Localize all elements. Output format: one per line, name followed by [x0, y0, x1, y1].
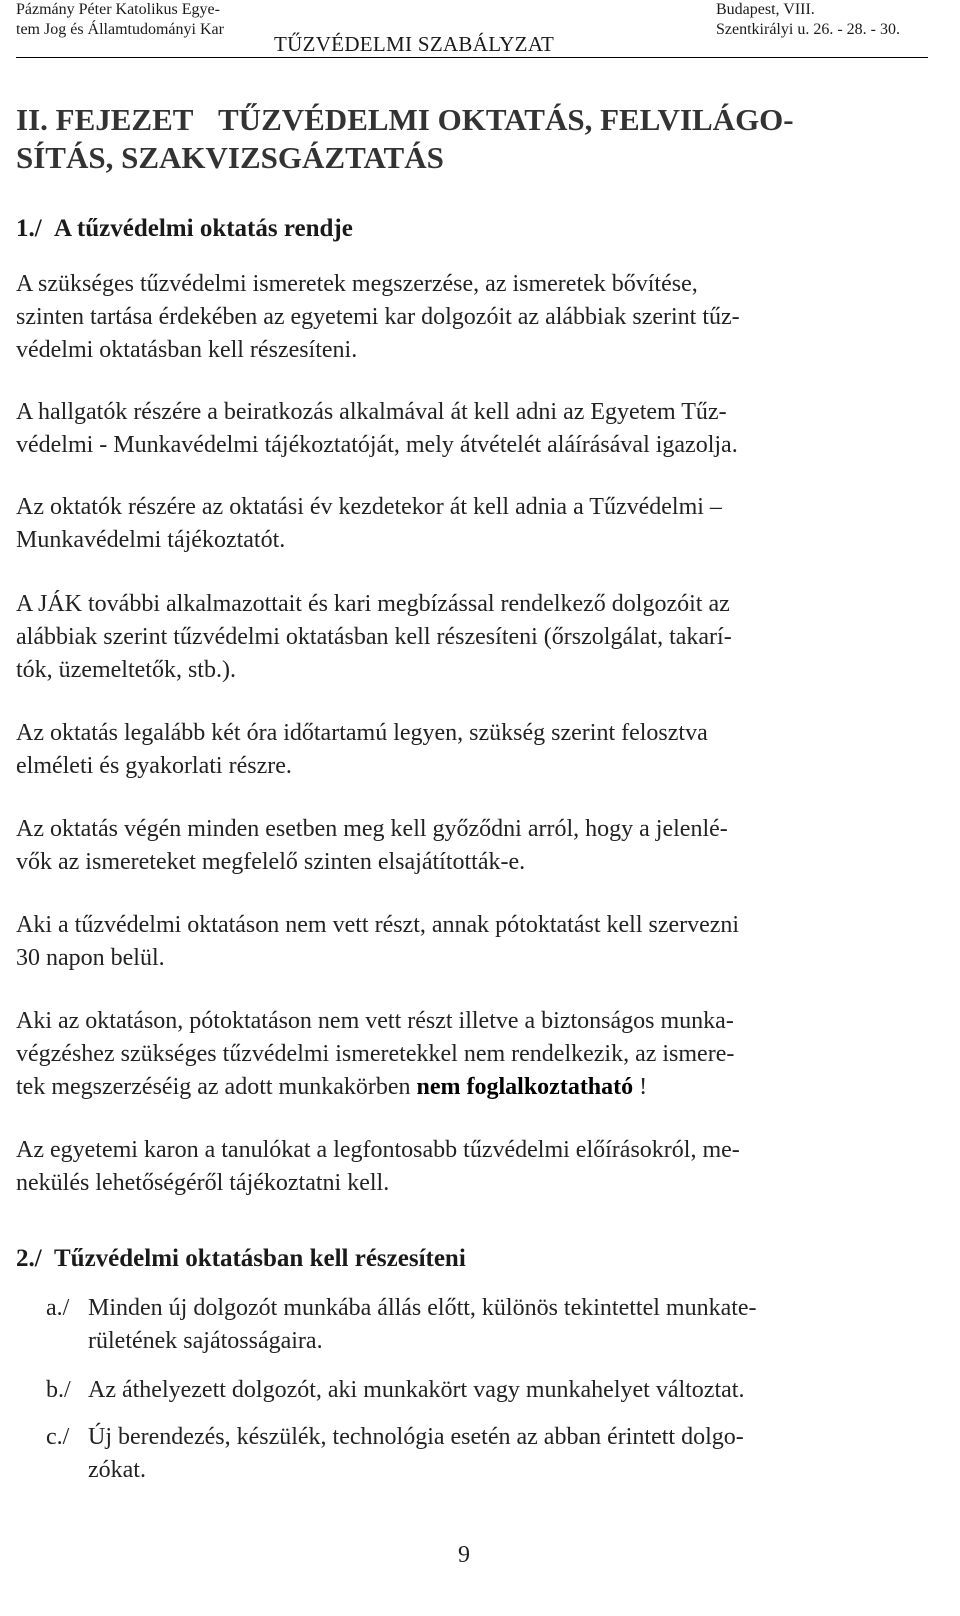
list-item-a: [46, 1292, 916, 1358]
paragraph-1: [16, 268, 928, 367]
paragraph-6: [16, 813, 928, 879]
chapter-title-line2: SÍTÁS, SZAKVIZSGÁZTATÁS: [16, 140, 444, 175]
paragraph-4: [16, 588, 928, 687]
section-2-title: Tűzvédelmi oktatásban kell részesíteni: [54, 1245, 466, 1272]
list-item-text: [88, 1374, 744, 1407]
header-address-line1: Budapest, VIII.: [716, 1, 815, 18]
header-address-line2: Szentkirályi u. 26. - 28. - 30.: [716, 21, 900, 38]
paragraph-line: 30 napon belül.: [16, 945, 165, 971]
section-1-number: 1./: [16, 215, 42, 242]
list-item-label: a./: [46, 1295, 70, 1321]
list-item-line: zókat.: [88, 1457, 146, 1483]
list-item-line: rületének sajátosságaira.: [88, 1328, 323, 1354]
chapter-number: II. FEJEZET: [16, 102, 194, 137]
paragraph-3: [16, 491, 928, 557]
section-1-heading: [16, 214, 353, 244]
paragraph-line: Az oktatók részére az oktatási év kezdetekor át kell adnia a Tűzvédelmi –: [16, 494, 722, 520]
section-2-number: 2./: [16, 1245, 42, 1272]
paragraph-line: Az oktatás végén minden esetben meg kell győződni arról, hogy a jelenlé-: [16, 816, 728, 842]
paragraph-8: [16, 1005, 928, 1104]
header-institution-line2: tem Jog és Államtudományi Kar: [16, 21, 224, 38]
paragraph-line: védelmi oktatásban kell részesíteni.: [16, 337, 358, 363]
header-institution-line1: Pázmány Péter Katolikus Egye-: [16, 1, 220, 18]
paragraph-line: alábbiak szerint tűzvédelmi oktatásban kell részesíteni (őrszolgálat, takarí-: [16, 624, 732, 650]
paragraph-line: Aki az oktatáson, pótoktatáson nem vett részt illetve a biztonságos munka-: [16, 1008, 734, 1034]
paragraph-line: [16, 1071, 928, 1104]
paragraph-line: Az oktatás legalább két óra időtartamú legyen, szükség szerint felosztva: [16, 720, 708, 746]
section-1-title: A tűzvédelmi oktatás rendje: [54, 215, 353, 242]
paragraph-line: A szükséges tűzvédelmi ismeretek megszerzése, az ismeretek bővítése,: [16, 271, 698, 297]
paragraph-line: A hallgatók részére a beiratkozás alkalmával át kell adni az Egyetem Tűz-: [16, 399, 727, 425]
list-item-label: c./: [46, 1424, 70, 1450]
paragraph-2: [16, 396, 928, 462]
list-item-line: Új berendezés, készülék, technológia esetén az abban érintett dolgo-: [88, 1424, 744, 1450]
list-item-c: [46, 1421, 916, 1487]
section-2-heading: [16, 1244, 466, 1274]
list-item-text: [88, 1292, 757, 1358]
paragraph-line: Az egyetemi karon a tanulókat a legfontosabb tűzvédelmi előírásokról, me-: [16, 1137, 740, 1163]
header-document-title: TŰZVÉDELMI SZABÁLYZAT: [274, 32, 555, 56]
list-item-b: [46, 1374, 916, 1407]
paragraph-line: végzéshez szükséges tűzvédelmi ismeretekkel nem rendelkezik, az ismere-: [16, 1041, 735, 1067]
header-institution: [16, 0, 224, 40]
list-item-text: [88, 1421, 744, 1487]
paragraph-text: !: [633, 1074, 648, 1100]
page-header: [16, 0, 928, 58]
paragraph-line: szinten tartása érdekében az egyetemi kar dolgozóit az alábbiak szerint tűz-: [16, 304, 740, 330]
paragraph-text: tek megszerzéséig az adott munkakörben: [16, 1074, 417, 1100]
paragraph-line: vők az ismereteket megfelelő szinten elsajátították-e.: [16, 849, 526, 875]
list-item-line: Az áthelyezett dolgozót, aki munkakört vagy munkahelyet változtat.: [88, 1377, 745, 1403]
header-divider: [16, 57, 928, 58]
paragraph-line: A JÁK további alkalmazottait és kari megbízással rendelkező dolgozóit az: [16, 591, 730, 617]
paragraph-line: tók, üzemeltetők, stb.).: [16, 657, 236, 683]
paragraph-line: nekülés lehetőségéről tájékoztatni kell.: [16, 1170, 390, 1196]
list-item-label: b./: [46, 1377, 71, 1403]
chapter-title-line1: TŰZVÉDELMI OKTATÁS, FELVILÁGO-: [218, 102, 794, 137]
paragraph-line: Aki a tűzvédelmi oktatáson nem vett részt, annak pótoktatást kell szervezni: [16, 912, 740, 938]
header-address: [716, 0, 900, 40]
paragraph-9: [16, 1134, 928, 1200]
page-number: 9: [458, 1542, 470, 1568]
chapter-heading: [16, 101, 928, 177]
paragraph-line: elméleti és gyakorlati részre.: [16, 753, 292, 779]
paragraph-7: [16, 909, 928, 975]
emphasis-not-employable: nem foglalkoztatható: [416, 1074, 634, 1100]
paragraph-5: [16, 717, 928, 783]
paragraph-line: védelmi - Munkavédelmi tájékoztatóját, mely átvételét aláírásával igazolja.: [16, 432, 738, 458]
list-item-line: Minden új dolgozót munkába állás előtt, különös tekintettel munkate-: [88, 1295, 757, 1321]
paragraph-line: Munkavédelmi tájékoztatót.: [16, 527, 286, 553]
